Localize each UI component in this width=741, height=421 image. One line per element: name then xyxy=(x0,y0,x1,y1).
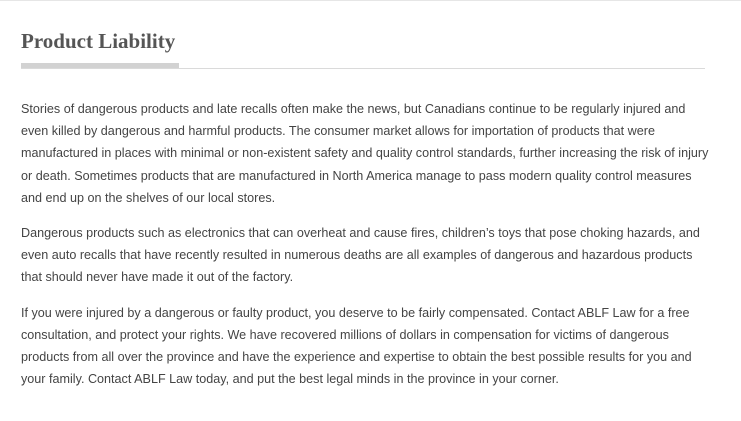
paragraph-contact: If you were injured by a dangerous or faulty product, you deserve to be fairly compensated. Contact ABLF Law for a free consultation, and protect your rights. We have recovered millions of dollars in compensation for victims of dangerous products from all over the province and have the experience and expertise to obtain the best possible results for you and your family. Contact ABLF Law today, and put the best legal minds in the province in your corner. xyxy=(21,305,692,387)
product-liability-section xyxy=(21,1,711,403)
page-title: Product Liability xyxy=(21,29,176,53)
paragraph-examples: Dangerous products such as electronics that can overheat and cause fires, children’s toys that pose choking hazards, and even auto recalls that have recently resulted in numerous deaths are all examples of dangerous and hazardous products that should never have made it out of the factory. xyxy=(21,226,700,285)
section-body xyxy=(21,98,711,390)
title-divider xyxy=(21,63,705,69)
title-divider-line xyxy=(21,68,705,69)
paragraph-intro: Stories of dangerous products and late recalls often make the news, but Canadians continue to be regularly injured and even killed by dangerous and harmful products. The consumer market allows for importation of products that were manufactured in places with minimal or non-existent safety and quality control standards, further increasing the risk of injury or death. Sometimes products that are manufactured in North America manage to pass modern quality control measures and end up on the shelves of our local stores. xyxy=(21,102,709,205)
